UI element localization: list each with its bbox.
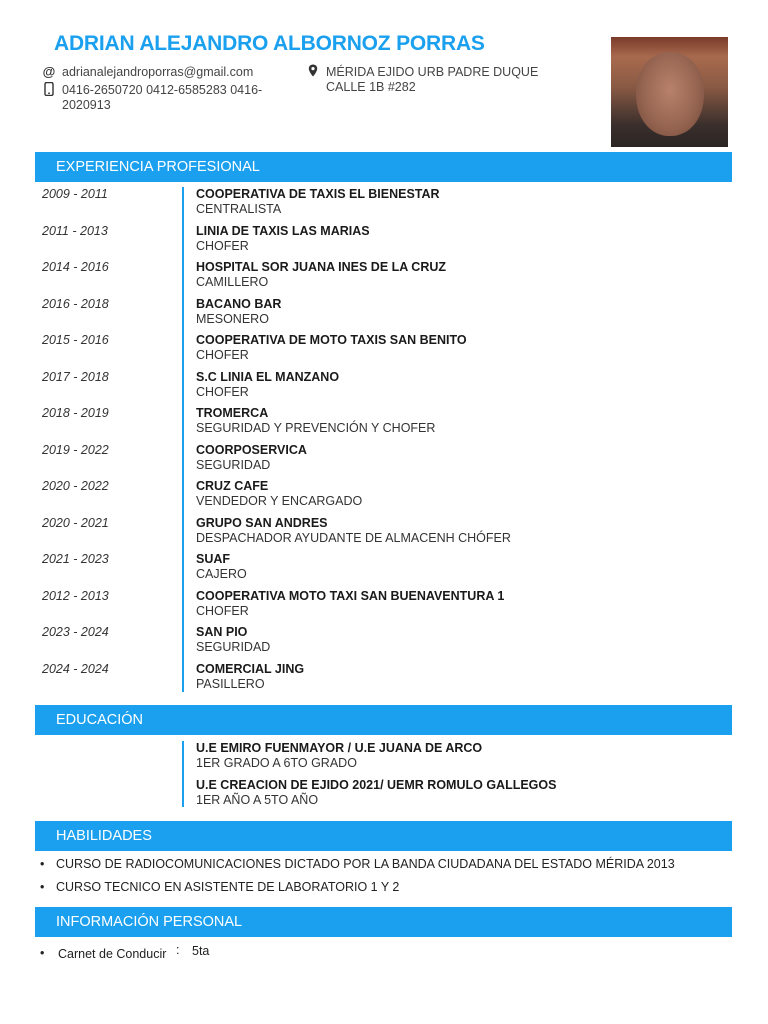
experience-company: SAN PIO	[196, 625, 248, 639]
experience-role: VENDEDOR Y ENCARGADO	[196, 494, 363, 508]
experience-dates: 2021 - 2023	[42, 552, 109, 566]
experience-role: CAMILLERO	[196, 275, 269, 289]
experience-entry	[0, 479, 768, 515]
education-entry	[0, 778, 768, 814]
experience-entry	[0, 516, 768, 552]
experience-role: CAJERO	[196, 567, 247, 581]
experience-company: BACANO BAR	[196, 296, 282, 311]
experience-company: COOPERATIVA DE TAXIS EL BIENESTAR	[196, 187, 440, 201]
experience-dates: 2014 - 2016	[42, 260, 109, 274]
experience-role: SEGURIDAD	[196, 457, 271, 472]
experience-entry	[0, 333, 768, 369]
experience-role: CHOFER	[196, 238, 249, 253]
phone-line-2: 2020913	[62, 98, 111, 112]
skill-text: CURSO TECNICO EN ASISTENTE DE LABORATORIO 1 Y 2	[56, 880, 400, 894]
bullet-dot: •	[40, 857, 45, 871]
experience-company: GRUPO SAN ANDRES	[196, 515, 328, 530]
experience-dates: 2012 - 2013	[42, 588, 109, 603]
experience-dates: 2009 - 2011	[42, 187, 108, 201]
experience-entry	[0, 260, 768, 296]
experience-role: MESONERO	[196, 311, 269, 326]
email-text: adrianalejandroporras@gmail.com	[62, 65, 254, 79]
address-line-2: CALLE 1B #282	[326, 80, 416, 94]
experience-entry	[0, 662, 768, 698]
experience-company: HOSPITAL SOR JUANA INES DE LA CRUZ	[196, 260, 447, 274]
experience-company: CRUZ CAFE	[196, 479, 269, 493]
personal-section-header: INFORMACIÓN PERSONAL	[35, 907, 732, 937]
experience-dates: 2018 - 2019	[42, 406, 109, 420]
experience-dates: 2019 - 2022	[42, 442, 109, 457]
experience-role: CHOFER	[196, 603, 249, 618]
experience-entry	[0, 589, 768, 625]
experience-role: SEGURIDAD Y PREVENCIÓN Y CHOFER	[196, 421, 436, 435]
experience-entry	[0, 406, 768, 442]
experience-entry	[0, 443, 768, 479]
email-contact	[42, 64, 302, 80]
map-pin-icon	[306, 64, 320, 82]
personal-label: Carnet de Conducir	[58, 947, 167, 961]
experience-entry	[0, 625, 768, 661]
experience-dates: 2017 - 2018	[42, 369, 109, 384]
experience-role: PASILLERO	[196, 676, 265, 691]
experience-entry	[0, 370, 768, 406]
address-line-1: MÉRIDA EJIDO URB PADRE DUQUE	[326, 65, 539, 79]
education-section-header: EDUCACIÓN	[35, 705, 732, 735]
experience-company: S.C LINIA EL MANZANO	[196, 369, 340, 384]
experience-role: SEGURIDAD	[196, 640, 271, 654]
experience-role: CENTRALISTA	[196, 202, 282, 216]
experience-entry	[0, 297, 768, 333]
experience-role: CHOFER	[196, 384, 249, 399]
education-entry	[0, 741, 768, 777]
experience-section-header: EXPERIENCIA PROFESIONAL	[35, 152, 732, 182]
experience-role: CHOFER	[196, 348, 249, 362]
experience-dates: 2023 - 2024	[42, 625, 109, 639]
education-level: 1ER GRADO A 6TO GRADO	[196, 756, 357, 770]
skill-text: CURSO DE RADIOCOMUNICACIONES DICTADO POR LA BANDA CIUDADANA DEL ESTADO MÉRIDA 2013	[56, 857, 675, 871]
education-school: U.E CREACION DE EJIDO 2021/ UEMR ROMULO GALLEGOS	[196, 778, 557, 792]
education-level: 1ER AÑO A 5TO AÑO	[196, 793, 319, 807]
experience-company: SUAF	[196, 552, 231, 566]
experience-entry	[0, 187, 768, 223]
profile-photo	[611, 37, 728, 147]
personal-value: 5ta	[192, 944, 210, 958]
experience-company: COOPERATIVA MOTO TAXI SAN BUENAVENTURA 1	[196, 588, 505, 603]
experience-entry	[0, 224, 768, 260]
experience-dates: 2024 - 2024	[42, 661, 109, 676]
experience-entry	[0, 552, 768, 588]
experience-role: DESPACHADOR AYUDANTE DE ALMACENH CHÓFER	[196, 530, 511, 545]
experience-dates: 2011 - 2013	[42, 223, 108, 238]
education-school: U.E EMIRO FUENMAYOR / U.E JUANA DE ARCO	[196, 741, 483, 755]
experience-company: COORPOSERVICA	[196, 442, 307, 457]
address-contact	[306, 64, 566, 96]
personal-separator: :	[176, 943, 180, 957]
experience-company: COMERCIAL JING	[196, 661, 305, 676]
experience-company: LINIA DE TAXIS LAS MARIAS	[196, 223, 370, 238]
experience-dates: 2015 - 2016	[42, 333, 109, 347]
candidate-name: ADRIAN ALEJANDRO ALBORNOZ PORRAS	[54, 32, 485, 55]
phone-icon	[42, 82, 56, 100]
experience-dates: 2016 - 2018	[42, 296, 109, 311]
bullet-dot: •	[40, 880, 45, 894]
experience-company: COOPERATIVA DE MOTO TAXIS SAN BENITO	[196, 333, 467, 347]
experience-company: TROMERCA	[196, 406, 269, 420]
experience-dates: 2020 - 2022	[42, 479, 109, 493]
skills-section-header: HABILIDADES	[35, 821, 732, 851]
phone-contact	[42, 82, 302, 114]
at-icon: @	[42, 64, 56, 79]
bullet-dot: •	[40, 946, 45, 960]
experience-dates: 2020 - 2021	[42, 515, 109, 530]
phone-line-1: 0416-2650720 0412-6585283 0416-	[62, 83, 263, 97]
profile-face	[636, 52, 704, 136]
